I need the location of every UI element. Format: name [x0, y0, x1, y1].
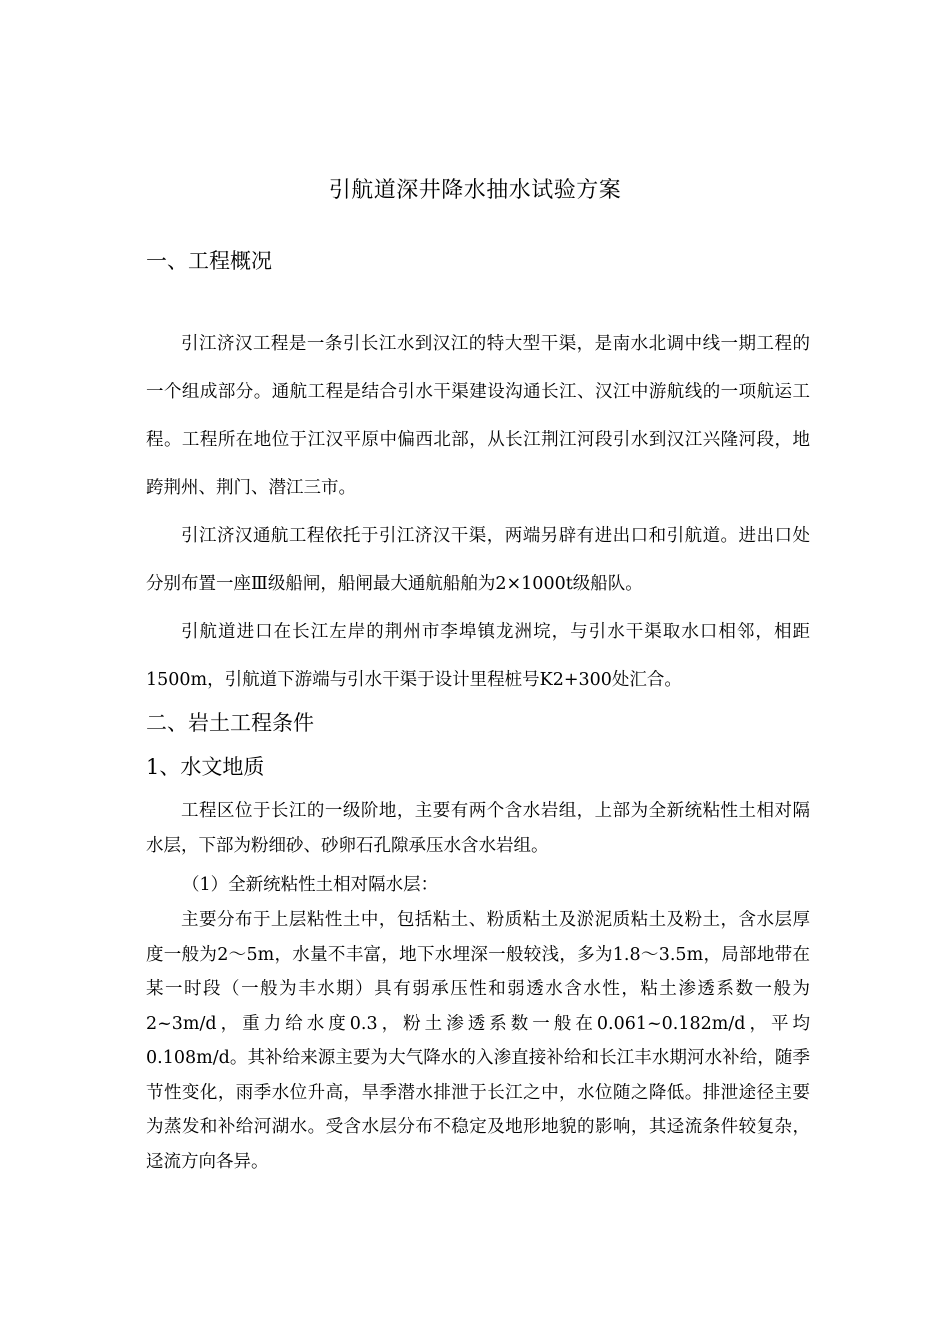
section-heading-geotechnical: 二、岩土工程条件: [146, 711, 314, 735]
paragraph-clay-layer-details: 主要分布于上层粘性土中，包括粘土、粉质粘土及淤泥质粘土及粉土，含水层厚度一般为2～5m，水量不丰富，地下水埋深一般较浅，多为1.8～3.5m，局部地带在某一时段（一般为丰水期）具有弱承压性和弱透水含水性，粘土渗透系数一般为2~3m/d，重力给水度0.3，粉土渗透系数一般在0.061~0.182m/d，平均0.108m/d。其补给来源主要为大气降水的入渗直接补给和长江丰水期河水补给，随季节性变化，雨季水位升高，旱季潜水排泄于长江之中，水位随之降低。排泄途径主要为蒸发和补给河湖水。受含水层分布不稳定及地形地貌的影响，其迳流条件较复杂，迳流方向各异。: [146, 910, 810, 1172]
paragraph-project-intro: 引江济汉工程是一条引长江水到汉江的特大型干渠，是南水北调中线一期工程的一个组成部分。通航工程是结合引水干渠建设沟通长江、汉江中游航线的一项航运工程。工程所在地位于江汉平原中偏西北部，从长江荆江河段引水到汉江兴隆河段，地跨荆州、荆门、潜江三市。: [146, 334, 810, 498]
document-title: 引航道深井降水抽水试验方案: [328, 178, 622, 203]
subsection-heading-hydrogeology: 1、水文地质: [146, 755, 265, 779]
paragraph-navigation-works: 引江济汉通航工程依托于引江济汉干渠，两端另辟有进出口和引航道。进出口处分别布置一座Ⅲ级船闸，船闸最大通航船舶为2×1000t级船队。: [146, 526, 810, 594]
item-heading-clay-layer: （1）全新统粘性土相对隔水层：: [182, 875, 439, 895]
section-heading-overview: 一、工程概况: [146, 249, 272, 273]
paragraph-approach-channel: 引航道进口在长江左岸的荆州市李埠镇龙洲垸，与引水干渠取水口相邻，相距1500m，引航道下游端与引水干渠于设计里程桩号K2+300处汇合。: [146, 622, 810, 690]
paragraph-aquifer-groups: 工程区位于长江的一级阶地，主要有两个含水岩组，上部为全新统粘性土相对隔水层，下部为粉细砂、砂卵石孔隙承压水含水岩组。: [146, 801, 810, 856]
